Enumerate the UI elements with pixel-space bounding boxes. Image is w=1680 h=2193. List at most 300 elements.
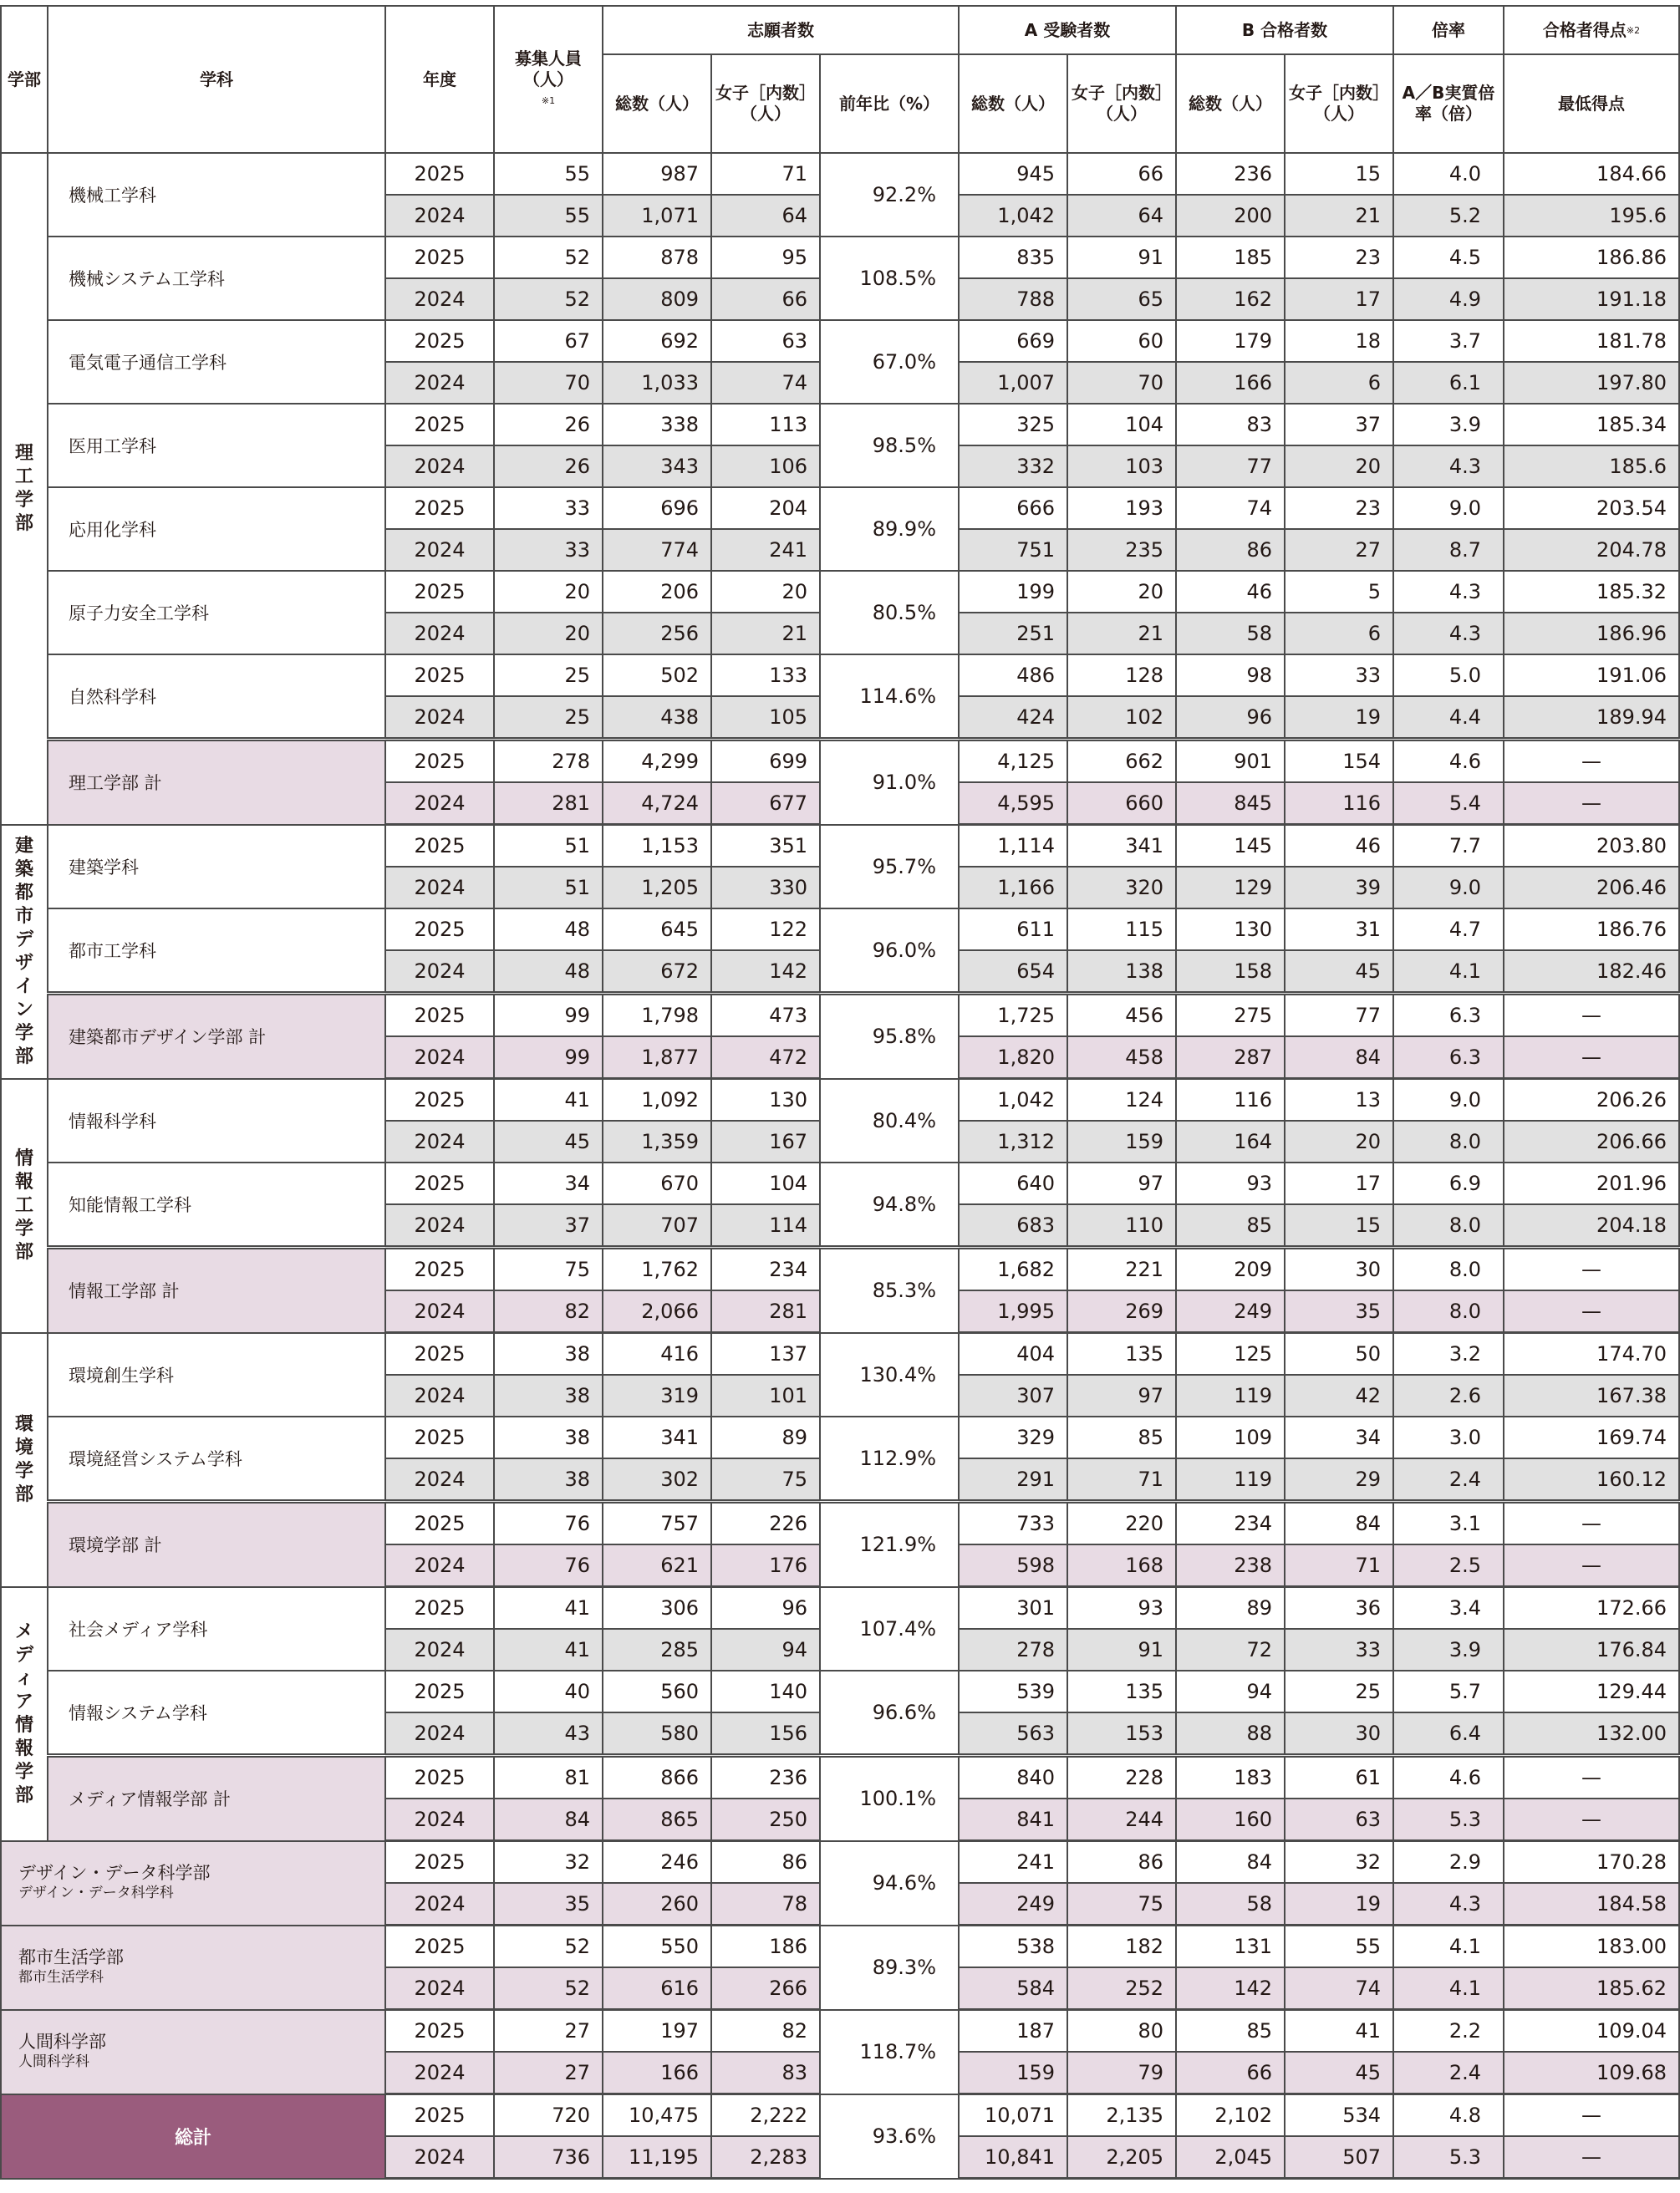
value-cell: 182 — [1067, 1926, 1176, 1968]
value-cell: 416 — [603, 1333, 711, 1376]
value-cell: 4.1 — [1393, 950, 1504, 994]
value-cell: 236 — [1176, 153, 1285, 195]
value-cell: 1,877 — [603, 1036, 711, 1079]
year-cell: 2025 — [385, 994, 494, 1037]
faculty-name — [1, 825, 48, 1079]
value-cell: 2.4 — [1393, 1458, 1504, 1502]
value-cell: 260 — [603, 1883, 711, 1926]
value-cell: 458 — [1067, 1036, 1176, 1079]
value-cell: 183.00 — [1504, 1926, 1679, 1968]
col-passers-female: 女子［内数］（人） — [1285, 54, 1393, 153]
value-cell: 669 — [959, 320, 1067, 362]
col-quota: 募集人員（人） $^{※1}$ — [494, 6, 603, 153]
value-cell: 707 — [603, 1204, 711, 1248]
value-cell: 34 — [494, 1163, 603, 1204]
value-cell: 77 — [1285, 994, 1393, 1037]
value-cell: 736 — [494, 2136, 603, 2179]
value-cell: 234 — [1176, 1502, 1285, 1545]
year-cell: 2025 — [385, 404, 494, 445]
value-cell: 109 — [1176, 1417, 1285, 1458]
year-cell: 2024 — [385, 1036, 494, 1079]
value-cell: 52 — [494, 1967, 603, 2010]
value-cell: 3.7 — [1393, 320, 1504, 362]
value-cell: 160.12 — [1504, 1458, 1679, 1502]
year-cell: 2025 — [385, 1248, 494, 1291]
value-cell: 86 — [1176, 529, 1285, 571]
value-cell: 251 — [959, 613, 1067, 654]
value-cell: — — [1504, 1290, 1679, 1333]
value-cell: 27 — [494, 2052, 603, 2094]
value-cell: — — [1504, 1036, 1679, 1079]
value-cell: 45 — [1285, 950, 1393, 994]
table-row — [1, 994, 1679, 1037]
value-cell: 598 — [959, 1544, 1067, 1587]
value-cell: 132.00 — [1504, 1712, 1679, 1756]
value-cell: 4.1 — [1393, 1926, 1504, 1968]
value-cell: 203.80 — [1504, 825, 1679, 868]
value-cell: 1,042 — [959, 1079, 1067, 1122]
value-cell: 154 — [1285, 740, 1393, 783]
value-cell: 158 — [1176, 950, 1285, 994]
faculty-single-name: 人間科学部 — [18, 2032, 106, 2052]
value-cell: 65 — [1067, 278, 1176, 320]
value-cell: 6.1 — [1393, 362, 1504, 404]
value-cell: 52 — [494, 278, 603, 320]
value-cell: 987 — [603, 153, 711, 195]
department-name: 建築学科 — [48, 825, 385, 909]
value-cell: 4.3 — [1393, 1883, 1504, 1926]
value-cell: 30 — [1285, 1712, 1393, 1756]
value-cell: 66 — [1176, 2052, 1285, 2094]
value-cell: 221 — [1067, 1248, 1176, 1291]
value-cell: 27 — [494, 2010, 603, 2053]
value-cell: 204.18 — [1504, 1204, 1679, 1248]
value-cell: 17 — [1285, 1163, 1393, 1204]
value-cell: 206 — [603, 571, 711, 613]
faculty-label: 環境学部 — [14, 1413, 33, 1505]
value-cell: 5.3 — [1393, 2136, 1504, 2179]
col-year: 年度 — [385, 6, 494, 153]
yoy-cell: 95.8% — [820, 994, 959, 1079]
value-cell: 4,125 — [959, 740, 1067, 783]
yoy-cell: 91.0% — [820, 740, 959, 825]
value-cell: — — [1504, 740, 1679, 783]
value-cell: — — [1504, 782, 1679, 825]
faculty-label: 理工学部 — [14, 442, 33, 534]
value-cell: 186 — [711, 1926, 820, 1968]
value-cell: 58 — [1176, 613, 1285, 654]
value-cell: 343 — [603, 445, 711, 487]
value-cell: 3.4 — [1393, 1587, 1504, 1630]
value-cell: 109.68 — [1504, 2052, 1679, 2094]
year-cell: 2025 — [385, 1417, 494, 1458]
value-cell: 234 — [711, 1248, 820, 1291]
col-applicants-yoy: 前年比（%） — [820, 54, 959, 153]
table-row — [1, 2010, 1679, 2053]
value-cell: — — [1504, 1248, 1679, 1291]
value-cell: 206.66 — [1504, 1121, 1679, 1163]
value-cell: 176 — [711, 1544, 820, 1587]
value-cell: 105 — [711, 696, 820, 740]
value-cell: 114 — [711, 1204, 820, 1248]
department-name: 原子力安全工学科 — [48, 571, 385, 654]
subtotal-name: 環境学部 計 — [48, 1502, 385, 1587]
value-cell: 584 — [959, 1967, 1067, 2010]
yoy-cell: 107.4% — [820, 1587, 959, 1671]
value-cell: 66 — [1067, 153, 1176, 195]
value-cell: 119 — [1176, 1375, 1285, 1417]
value-cell: 249 — [959, 1883, 1067, 1926]
year-cell: 2025 — [385, 571, 494, 613]
value-cell: 52 — [494, 237, 603, 278]
yoy-cell: 96.6% — [820, 1671, 959, 1756]
table-row — [1, 1163, 1679, 1204]
value-cell: 2.6 — [1393, 1375, 1504, 1417]
value-cell: 266 — [711, 1967, 820, 2010]
col-faculty: 学部 — [1, 6, 48, 153]
value-cell: 41 — [494, 1587, 603, 1630]
value-cell: 8.0 — [1393, 1204, 1504, 1248]
value-cell: 502 — [603, 654, 711, 696]
table-row — [1, 1079, 1679, 1122]
value-cell: — — [1504, 2094, 1679, 2137]
value-cell: 172.66 — [1504, 1587, 1679, 1630]
value-cell: 55 — [1285, 1926, 1393, 1968]
department-name: 環境創生学科 — [48, 1333, 385, 1417]
year-cell: 2025 — [385, 487, 494, 529]
value-cell: 193 — [1067, 487, 1176, 529]
value-cell: 191.06 — [1504, 654, 1679, 696]
faculty-name — [1, 1333, 48, 1587]
value-cell: 135 — [1067, 1671, 1176, 1712]
value-cell: 244 — [1067, 1799, 1176, 1841]
value-cell: 19 — [1285, 1883, 1393, 1926]
year-cell: 2025 — [385, 237, 494, 278]
year-cell: 2024 — [385, 1375, 494, 1417]
value-cell: 33 — [494, 529, 603, 571]
value-cell: 472 — [711, 1036, 820, 1079]
value-cell: 186.86 — [1504, 237, 1679, 278]
value-cell: — — [1504, 1502, 1679, 1545]
value-cell: 48 — [494, 950, 603, 994]
value-cell: 238 — [1176, 1544, 1285, 1587]
value-cell: 34 — [1285, 1417, 1393, 1458]
value-cell: 102 — [1067, 696, 1176, 740]
value-cell: 751 — [959, 529, 1067, 571]
value-cell: 186.76 — [1504, 908, 1679, 950]
value-cell: 616 — [603, 1967, 711, 2010]
value-cell: 670 — [603, 1163, 711, 1204]
value-cell: 1,166 — [959, 867, 1067, 908]
value-cell: 281 — [711, 1290, 820, 1333]
value-cell: 129.44 — [1504, 1671, 1679, 1712]
col-applicants-total: 総数（人） — [603, 54, 711, 153]
value-cell: 174.70 — [1504, 1333, 1679, 1376]
value-cell: 79 — [1067, 2052, 1176, 2094]
value-cell: 159 — [959, 2052, 1067, 2094]
faculty-name — [1, 1079, 48, 1333]
value-cell: 85 — [1176, 2010, 1285, 2053]
value-cell: 67 — [494, 320, 603, 362]
value-cell: 330 — [711, 867, 820, 908]
value-cell: 63 — [1285, 1799, 1393, 1841]
value-cell: 10,475 — [603, 2094, 711, 2137]
value-cell: 621 — [603, 1544, 711, 1587]
value-cell: 185.34 — [1504, 404, 1679, 445]
value-cell: 94 — [1176, 1671, 1285, 1712]
value-cell: 130 — [1176, 908, 1285, 950]
table-row — [1, 487, 1679, 529]
value-cell: 5.7 — [1393, 1671, 1504, 1712]
value-cell: 46 — [1285, 825, 1393, 868]
faculty-label: 建築都市デザイン学部 — [14, 835, 33, 1067]
value-cell: 84 — [1285, 1036, 1393, 1079]
value-cell: 19 — [1285, 696, 1393, 740]
table-row — [1, 825, 1679, 868]
value-cell: 1,762 — [603, 1248, 711, 1291]
value-cell: 507 — [1285, 2136, 1393, 2179]
value-cell: 4.0 — [1393, 153, 1504, 195]
value-cell: 203.54 — [1504, 487, 1679, 529]
year-cell: 2025 — [385, 1502, 494, 1545]
value-cell: 133 — [711, 654, 820, 696]
value-cell: 2.9 — [1393, 1841, 1504, 1884]
value-cell: 1,798 — [603, 994, 711, 1037]
value-cell: 865 — [603, 1799, 711, 1841]
yoy-cell: 95.7% — [820, 825, 959, 909]
value-cell: 662 — [1067, 740, 1176, 783]
value-cell: 20 — [494, 613, 603, 654]
value-cell: 302 — [603, 1458, 711, 1502]
year-cell: 2025 — [385, 1756, 494, 1799]
value-cell: 325 — [959, 404, 1067, 445]
value-cell: 7.7 — [1393, 825, 1504, 868]
year-cell: 2025 — [385, 2010, 494, 2053]
value-cell: 41 — [494, 1079, 603, 1122]
faculty-single — [1, 1926, 385, 2010]
value-cell: 30 — [1285, 1248, 1393, 1291]
value-cell: 4.1 — [1393, 1967, 1504, 2010]
value-cell: 55 — [494, 195, 603, 237]
value-cell: 38 — [494, 1333, 603, 1376]
value-cell: 153 — [1067, 1712, 1176, 1756]
value-cell: 167 — [711, 1121, 820, 1163]
value-cell: 38 — [494, 1458, 603, 1502]
value-cell: 63 — [711, 320, 820, 362]
value-cell: 320 — [1067, 867, 1176, 908]
value-cell: 5.0 — [1393, 654, 1504, 696]
col-passers-total: 総数（人） — [1176, 54, 1285, 153]
value-cell: 39 — [1285, 867, 1393, 908]
year-cell: 2025 — [385, 1333, 494, 1376]
value-cell: 104 — [1067, 404, 1176, 445]
value-cell: 125 — [1176, 1333, 1285, 1376]
faculty-name — [1, 153, 48, 825]
value-cell: 74 — [1176, 487, 1285, 529]
value-cell: 4.8 — [1393, 2094, 1504, 2137]
value-cell: 26 — [494, 445, 603, 487]
table-row — [1, 1671, 1679, 1712]
value-cell: 166 — [603, 2052, 711, 2094]
value-cell: 841 — [959, 1799, 1067, 1841]
value-cell: 1,995 — [959, 1290, 1067, 1333]
value-cell: 129 — [1176, 867, 1285, 908]
value-cell: 145 — [1176, 825, 1285, 868]
value-cell: 101 — [711, 1375, 820, 1417]
value-cell: 4.7 — [1393, 908, 1504, 950]
year-cell: 2024 — [385, 1121, 494, 1163]
year-cell: 2025 — [385, 1163, 494, 1204]
value-cell: 27 — [1285, 529, 1393, 571]
yoy-cell: 94.8% — [820, 1163, 959, 1248]
faculty-single-dept: 人間科学科 — [18, 2053, 89, 2070]
value-cell: 2.5 — [1393, 1544, 1504, 1587]
value-cell: 278 — [959, 1629, 1067, 1671]
value-cell: 241 — [711, 529, 820, 571]
value-cell: 17 — [1285, 278, 1393, 320]
value-cell: 6.3 — [1393, 1036, 1504, 1079]
value-cell: 166 — [1176, 362, 1285, 404]
year-cell: 2024 — [385, 278, 494, 320]
value-cell: 33 — [1285, 654, 1393, 696]
value-cell: 473 — [711, 994, 820, 1037]
value-cell: 25 — [494, 654, 603, 696]
value-cell: 75 — [494, 1248, 603, 1291]
value-cell: 84 — [1176, 1841, 1285, 1884]
year-cell: 2024 — [385, 1712, 494, 1756]
value-cell: 3.2 — [1393, 1333, 1504, 1376]
value-cell: 692 — [603, 320, 711, 362]
table-row — [1, 1756, 1679, 1799]
value-cell: 835 — [959, 237, 1067, 278]
col-min-score-sub: 最低得点 — [1504, 54, 1679, 153]
value-cell: 20 — [1285, 1121, 1393, 1163]
value-cell: 77 — [1176, 445, 1285, 487]
value-cell: 181.78 — [1504, 320, 1679, 362]
value-cell: 1,033 — [603, 362, 711, 404]
value-cell: 41 — [1285, 2010, 1393, 2053]
value-cell: 169.74 — [1504, 1417, 1679, 1458]
value-cell: 3.1 — [1393, 1502, 1504, 1545]
value-cell: 168 — [1067, 1544, 1176, 1587]
value-cell: 840 — [959, 1756, 1067, 1799]
year-cell: 2025 — [385, 1926, 494, 1968]
value-cell: 64 — [711, 195, 820, 237]
value-cell: 82 — [494, 1290, 603, 1333]
year-cell: 2024 — [385, 867, 494, 908]
year-cell: 2024 — [385, 1883, 494, 1926]
value-cell: 2.2 — [1393, 2010, 1504, 2053]
value-cell: 96 — [1176, 696, 1285, 740]
value-cell: 291 — [959, 1458, 1067, 1502]
value-cell: 1,820 — [959, 1036, 1067, 1079]
value-cell: 8.0 — [1393, 1121, 1504, 1163]
value-cell: 187 — [959, 2010, 1067, 2053]
year-cell: 2024 — [385, 362, 494, 404]
department-name: 医用工学科 — [48, 404, 385, 487]
yoy-cell: 80.5% — [820, 571, 959, 654]
value-cell: 200 — [1176, 195, 1285, 237]
value-cell: 269 — [1067, 1290, 1176, 1333]
subtotal-name: 情報工学部 計 — [48, 1248, 385, 1333]
value-cell: 162 — [1176, 278, 1285, 320]
value-cell: 97 — [1067, 1163, 1176, 1204]
value-cell: 185.32 — [1504, 571, 1679, 613]
department-name: 電気電子通信工学科 — [48, 320, 385, 404]
value-cell: 78 — [711, 1883, 820, 1926]
value-cell: 338 — [603, 404, 711, 445]
value-cell: 580 — [603, 1712, 711, 1756]
value-cell: 142 — [1176, 1967, 1285, 2010]
col-examinees-female: 女子［内数］（人） — [1067, 54, 1176, 153]
value-cell: — — [1504, 994, 1679, 1037]
value-cell: 83 — [711, 2052, 820, 2094]
col-applicants-female: 女子［内数］（人） — [711, 54, 820, 153]
value-cell: 35 — [494, 1883, 603, 1926]
value-cell: 226 — [711, 1502, 820, 1545]
value-cell: 285 — [603, 1629, 711, 1671]
value-cell: 51 — [494, 867, 603, 908]
value-cell: 40 — [494, 1671, 603, 1712]
value-cell: 97 — [1067, 1375, 1176, 1417]
value-cell: 32 — [494, 1841, 603, 1884]
year-cell: 2024 — [385, 1458, 494, 1502]
value-cell: 534 — [1285, 2094, 1393, 2137]
value-cell: 76 — [494, 1502, 603, 1545]
value-cell: 164 — [1176, 1121, 1285, 1163]
value-cell: 4.5 — [1393, 237, 1504, 278]
value-cell: 99 — [494, 1036, 603, 1079]
value-cell: 122 — [711, 908, 820, 950]
value-cell: 3.0 — [1393, 1417, 1504, 1458]
value-cell: 74 — [1285, 1967, 1393, 2010]
value-cell: 438 — [603, 696, 711, 740]
year-cell: 2024 — [385, 1967, 494, 2010]
value-cell: 878 — [603, 237, 711, 278]
yoy-cell: 112.9% — [820, 1417, 959, 1502]
table-row — [1, 1502, 1679, 1545]
value-cell: 25 — [494, 696, 603, 740]
faculty-single-name: 都市生活学部 — [18, 1947, 124, 1967]
value-cell: 91 — [1067, 1629, 1176, 1671]
value-cell: 252 — [1067, 1967, 1176, 2010]
value-cell: 86 — [1067, 1841, 1176, 1884]
yoy-cell: 94.6% — [820, 1841, 959, 1926]
value-cell: 89 — [711, 1417, 820, 1458]
value-cell: 287 — [1176, 1036, 1285, 1079]
value-cell: 74 — [711, 362, 820, 404]
department-name: 機械工学科 — [48, 153, 385, 237]
value-cell: 20 — [1067, 571, 1176, 613]
value-cell: 21 — [711, 613, 820, 654]
value-cell: 539 — [959, 1671, 1067, 1712]
value-cell: 106 — [711, 445, 820, 487]
value-cell: 1,205 — [603, 867, 711, 908]
value-cell: 156 — [711, 1712, 820, 1756]
value-cell: 116 — [1285, 782, 1393, 825]
table-row — [1, 1248, 1679, 1291]
yoy-cell: 92.2% — [820, 153, 959, 237]
year-cell: 2024 — [385, 1204, 494, 1248]
year-cell: 2024 — [385, 1290, 494, 1333]
value-cell: 275 — [1176, 994, 1285, 1037]
department-name: 都市工学科 — [48, 908, 385, 994]
yoy-cell: 118.7% — [820, 2010, 959, 2094]
value-cell: 4.4 — [1393, 696, 1504, 740]
value-cell: 1,312 — [959, 1121, 1067, 1163]
year-cell: 2025 — [385, 1587, 494, 1630]
value-cell: 43 — [494, 1712, 603, 1756]
